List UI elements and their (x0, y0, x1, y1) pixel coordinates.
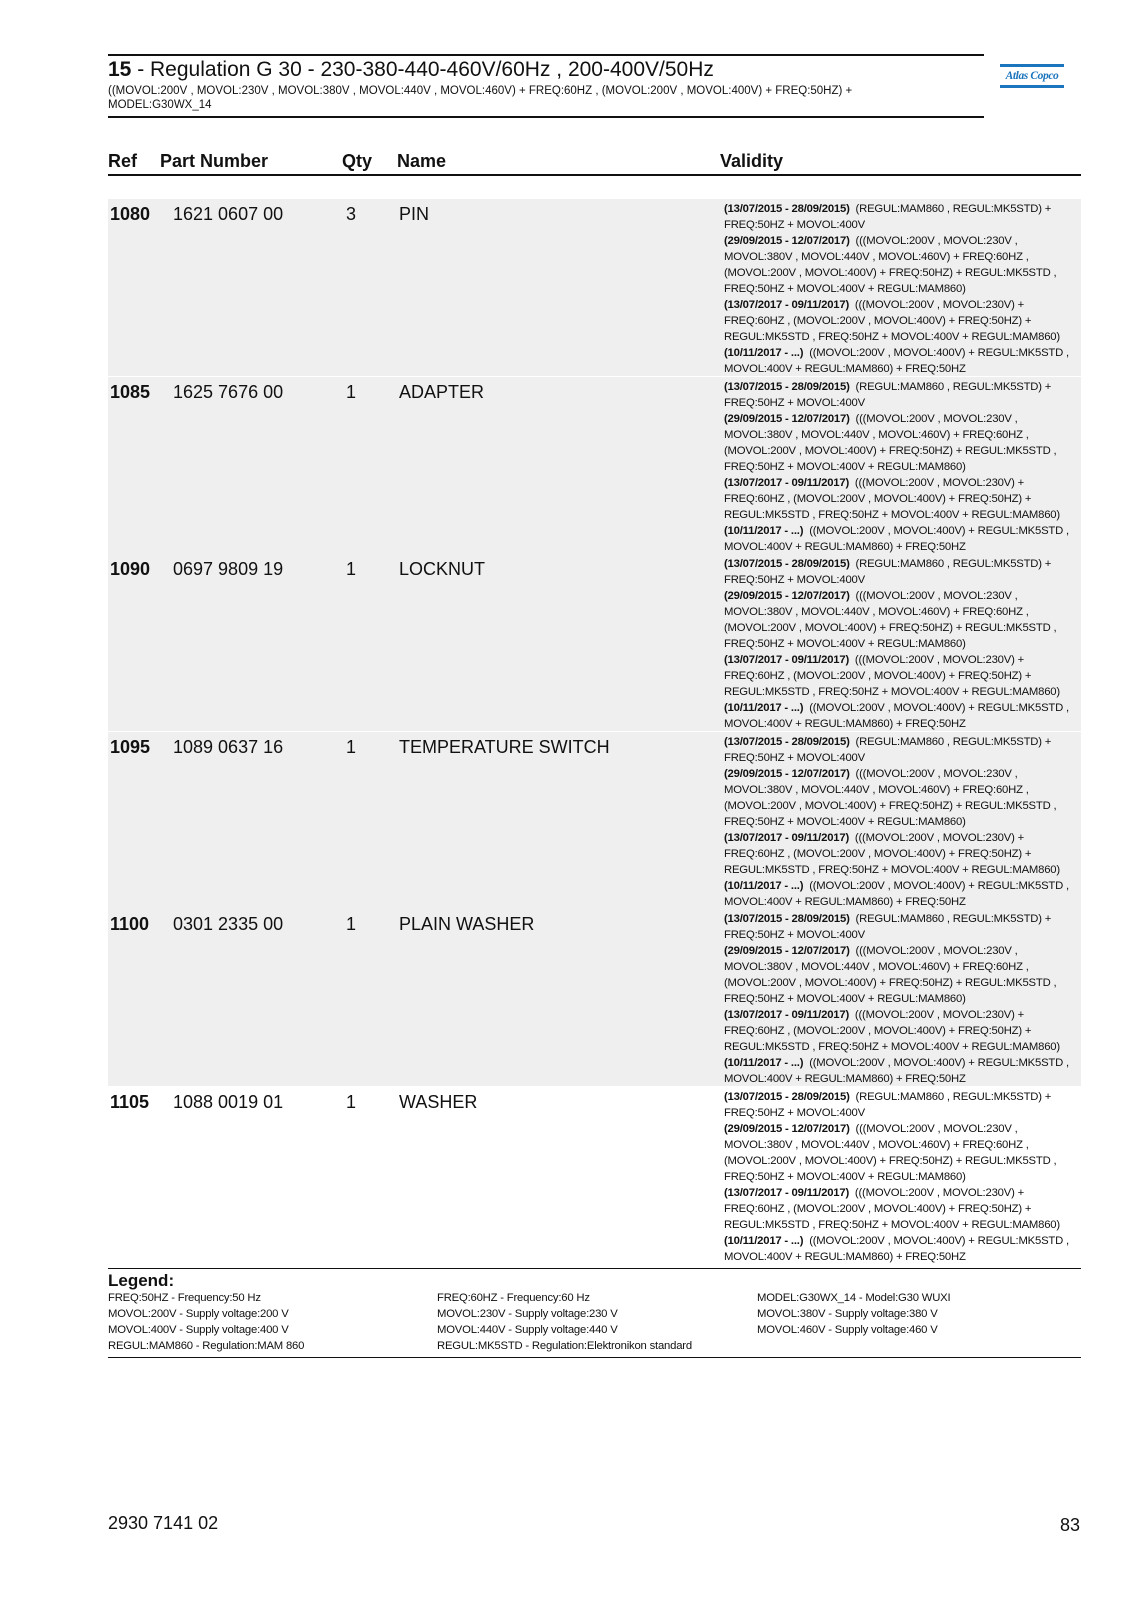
ref-cell: 1100 (110, 914, 150, 934)
validity-date: (10/11/2017 - ...) (724, 702, 804, 714)
validity-condition: (REGUL:MAM860 , REGUL:MK5STD) + FREQ:50HZ + MOVOL:400V (724, 913, 1052, 941)
table-row (108, 909, 1081, 1086)
validity-condition: (REGUL:MAM860 , REGUL:MK5STD) + FREQ:50HZ + MOVOL:400V (724, 558, 1052, 586)
validity-date: (13/07/2015 - 28/09/2015) (724, 203, 850, 215)
column-header-ref: Ref (108, 151, 138, 171)
name-cell: ADAPTER (399, 381, 485, 402)
name-cell: PLAIN WASHER (399, 914, 535, 934)
validity-date: (29/09/2015 - 12/07/2017) (724, 235, 850, 247)
legend-item: REGUL:MAM860 - Regulation:MAM 860 (108, 1340, 305, 1352)
legend-divider-bottom (108, 1357, 1081, 1358)
validity-date: (13/07/2017 - 09/11/2017) (724, 299, 850, 311)
validity-condition: (REGUL:MAM860 , REGUL:MK5STD) + FREQ:50HZ + MOVOL:400V (724, 203, 1052, 231)
name-cell: LOCKNUT (399, 559, 486, 579)
validity-condition: (((MOVOL:200V , MOVOL:230V) + FREQ:60HZ , (MOVOL:200V , MOVOL:400V) + FREQ:50HZ) + REGUL:MK5STD , FREQ:50HZ + MOVOL:400V + REGUL:MAM860) (724, 476, 1060, 521)
validity-date: (13/07/2015 - 28/09/2015) (724, 735, 850, 748)
validity-date: (29/09/2015 - 12/07/2017) (724, 590, 850, 602)
qty-cell: 3 (346, 204, 357, 224)
name-cell: TEMPERATURE SWITCH (399, 736, 610, 757)
name-cell: WASHER (399, 1091, 478, 1112)
validity-date: (10/11/2017 - ...) (724, 879, 804, 892)
legend-item: REGUL:MK5STD - Regulation:Elektronikon standard (437, 1340, 692, 1352)
qty-cell: 1 (346, 736, 357, 757)
legend-title: Legend: (108, 1271, 175, 1290)
legend-item: MOVOL:380V - Supply voltage:380 V (757, 1308, 938, 1320)
part-number-cell: 0697 9809 19 (173, 559, 284, 579)
table-row (108, 1087, 1081, 1264)
part-number-cell: 1088 0019 01 (173, 1091, 284, 1112)
qty-cell: 1 (346, 1091, 357, 1112)
validity-date: (29/09/2015 - 12/07/2017) (724, 767, 850, 780)
section-number: 15 (108, 58, 132, 81)
validity-condition: ((MOVOL:200V , MOVOL:400V) + REGUL:MK5STD , MOVOL:400V + REGUL:MAM860) + FREQ:50HZ (724, 1234, 1069, 1263)
table-row (108, 377, 1081, 554)
atlas-copco-logo (1000, 64, 1064, 94)
validity-condition: (((MOVOL:200V , MOVOL:230V) + FREQ:60HZ , (MOVOL:200V , MOVOL:400V) + FREQ:50HZ) + REGUL:MK5STD , FREQ:50HZ + MOVOL:400V + REGUL:MAM860) (724, 654, 1060, 698)
validity-cell (724, 379, 1079, 555)
header-divider (108, 116, 984, 118)
page-title (108, 58, 984, 82)
legend-item: MOVOL:230V - Supply voltage:230 V (437, 1308, 618, 1320)
validity-date: (13/07/2017 - 09/11/2017) (724, 654, 850, 666)
part-number-cell: 1089 0637 16 (173, 736, 284, 757)
validity-date: (13/07/2015 - 28/09/2015) (724, 380, 850, 393)
validity-cell (724, 556, 1079, 732)
validity-date: (10/11/2017 - ...) (724, 1057, 804, 1069)
validity-condition: (((MOVOL:200V , MOVOL:230V , MOVOL:380V , MOVOL:440V , MOVOL:460V) + FREQ:60HZ , (MOVOL:200V , MOVOL:400V) + FREQ:50HZ) + REGUL:MK5STD , FREQ:50HZ + MOVOL:400V + REGUL:MAM860) (724, 590, 1057, 650)
validity-cell (724, 734, 1079, 910)
section-title: - Regulation G 30 - 230-380-440-460V/60Hz , 200-400V/50Hz (131, 58, 714, 81)
column-header-part-number: Part Number (160, 151, 269, 171)
validity-condition: ((MOVOL:200V , MOVOL:400V) + REGUL:MK5STD , MOVOL:400V + REGUL:MAM860) + FREQ:50HZ (724, 1057, 1069, 1085)
validity-date: (13/07/2015 - 28/09/2015) (724, 1090, 850, 1103)
name-cell: PIN (399, 204, 430, 224)
column-header-name: Name (397, 151, 447, 171)
legend-divider-top (108, 1268, 1081, 1269)
table-row (108, 554, 1081, 731)
legend-item: MOVOL:460V - Supply voltage:460 V (757, 1324, 938, 1336)
qty-cell: 1 (346, 914, 357, 934)
validity-condition: ((MOVOL:200V , MOVOL:400V) + REGUL:MK5STD , MOVOL:400V + REGUL:MAM860) + FREQ:50HZ (724, 879, 1069, 908)
validity-date: (10/11/2017 - ...) (724, 347, 804, 359)
validity-date: (13/07/2015 - 28/09/2015) (724, 558, 850, 570)
validity-condition: (REGUL:MAM860 , REGUL:MK5STD) + FREQ:50HZ + MOVOL:400V (724, 380, 1052, 409)
validity-cell (724, 1089, 1079, 1265)
validity-condition: (((MOVOL:200V , MOVOL:230V , MOVOL:380V , MOVOL:440V , MOVOL:460V) + FREQ:60HZ , (MOVOL:200V , MOVOL:400V) + FREQ:50HZ) + REGUL:MK5STD , FREQ:50HZ + MOVOL:400V + REGUL:MAM860) (724, 945, 1057, 1005)
ref-cell: 1085 (110, 381, 151, 402)
validity-cell (724, 911, 1079, 1087)
validity-condition: (((MOVOL:200V , MOVOL:230V , MOVOL:380V , MOVOL:440V , MOVOL:460V) + FREQ:60HZ , (MOVOL:200V , MOVOL:400V) + FREQ:50HZ) + REGUL:MK5STD , FREQ:50HZ + MOVOL:400V + REGUL:MAM860) (724, 1122, 1057, 1183)
validity-condition: (((MOVOL:200V , MOVOL:230V) + FREQ:60HZ , (MOVOL:200V , MOVOL:400V) + FREQ:50HZ) + REGUL:MK5STD , FREQ:50HZ + MOVOL:400V + REGUL:MAM860) (724, 1186, 1060, 1231)
logo-bar-bottom (1000, 85, 1064, 88)
ref-cell: 1080 (110, 204, 151, 224)
validity-date: (10/11/2017 - ...) (724, 1234, 804, 1247)
page-number: 83 (1060, 1515, 1081, 1535)
legend-item: MOVOL:200V - Supply voltage:200 V (108, 1308, 289, 1320)
validity-condition: (((MOVOL:200V , MOVOL:230V , MOVOL:380V , MOVOL:440V , MOVOL:460V) + FREQ:60HZ , (MOVOL:200V , MOVOL:400V) + FREQ:50HZ) + REGUL:MK5STD , FREQ:50HZ + MOVOL:400V + REGUL:MAM860) (724, 235, 1057, 295)
validity-condition: (((MOVOL:200V , MOVOL:230V , MOVOL:380V , MOVOL:440V , MOVOL:460V) + FREQ:60HZ , (MOVOL:200V , MOVOL:400V) + FREQ:50HZ) + REGUL:MK5STD , FREQ:50HZ + MOVOL:400V + REGUL:MAM860) (724, 412, 1057, 473)
qty-cell: 1 (346, 559, 357, 579)
validity-date: (13/07/2017 - 09/11/2017) (724, 831, 850, 844)
table-row (108, 199, 1081, 376)
legend-item: MOVOL:440V - Supply voltage:440 V (437, 1324, 618, 1336)
column-header-qty: Qty (342, 151, 373, 171)
legend-item: FREQ:60HZ - Frequency:60 Hz (437, 1292, 590, 1304)
validity-condition: (REGUL:MAM860 , REGUL:MK5STD) + FREQ:50HZ + MOVOL:400V (724, 1090, 1052, 1119)
validity-condition: (((MOVOL:200V , MOVOL:230V) + FREQ:60HZ , (MOVOL:200V , MOVOL:400V) + FREQ:50HZ) + REGUL:MK5STD , FREQ:50HZ + MOVOL:400V + REGUL:MAM860) (724, 299, 1060, 343)
page-subtitle: ((MOVOL:200V , MOVOL:230V , MOVOL:380V , MOVOL:440V , MOVOL:460V) + FREQ:60HZ , (MOVOL:200V , MOVOL:400V) + FREQ:50HZ) + MODEL:G30WX_14 (108, 85, 853, 111)
validity-date: (13/07/2017 - 09/11/2017) (724, 476, 850, 489)
validity-condition: (REGUL:MAM860 , REGUL:MK5STD) + FREQ:50HZ + MOVOL:400V (724, 735, 1052, 764)
validity-date: (13/07/2017 - 09/11/2017) (724, 1009, 850, 1021)
validity-date: (13/07/2017 - 09/11/2017) (724, 1186, 850, 1199)
validity-date: (29/09/2015 - 12/07/2017) (724, 412, 850, 425)
page-header (108, 54, 984, 112)
validity-condition: ((MOVOL:200V , MOVOL:400V) + REGUL:MK5STD , MOVOL:400V + REGUL:MAM860) + FREQ:50HZ (724, 347, 1069, 375)
ref-cell: 1105 (110, 1091, 150, 1112)
validity-condition: (((MOVOL:200V , MOVOL:230V) + FREQ:60HZ , (MOVOL:200V , MOVOL:400V) + FREQ:50HZ) + REGUL:MK5STD , FREQ:50HZ + MOVOL:400V + REGUL:MAM860) (724, 1009, 1060, 1053)
legend-item: MOVOL:400V - Supply voltage:400 V (108, 1324, 289, 1336)
validity-condition: (((MOVOL:200V , MOVOL:230V , MOVOL:380V , MOVOL:440V , MOVOL:460V) + FREQ:60HZ , (MOVOL:200V , MOVOL:400V) + FREQ:50HZ) + REGUL:MK5STD , FREQ:50HZ + MOVOL:400V + REGUL:MAM860) (724, 767, 1057, 828)
column-header-validity: Validity (720, 151, 784, 171)
ref-cell: 1095 (110, 736, 151, 757)
part-number-cell: 1625 7676 00 (173, 381, 284, 402)
validity-condition: (((MOVOL:200V , MOVOL:230V) + FREQ:60HZ , (MOVOL:200V , MOVOL:400V) + FREQ:50HZ) + REGUL:MK5STD , FREQ:50HZ + MOVOL:400V + REGUL:MAM860) (724, 831, 1060, 876)
logo-text: Atlas Copco (1005, 70, 1059, 82)
validity-condition: ((MOVOL:200V , MOVOL:400V) + REGUL:MK5STD , MOVOL:400V + REGUL:MAM860) + FREQ:50HZ (724, 524, 1069, 553)
legend-item: MODEL:G30WX_14 - Model:G30 WUXI (757, 1292, 951, 1304)
validity-date: (13/07/2015 - 28/09/2015) (724, 913, 850, 925)
part-number-cell: 1621 0607 00 (173, 204, 284, 224)
validity-cell (724, 201, 1079, 377)
validity-condition: ((MOVOL:200V , MOVOL:400V) + REGUL:MK5STD , MOVOL:400V + REGUL:MAM860) + FREQ:50HZ (724, 702, 1069, 730)
column-header-divider (108, 174, 1081, 176)
validity-date: (29/09/2015 - 12/07/2017) (724, 1122, 850, 1135)
table-row (108, 732, 1081, 909)
part-number-cell: 0301 2335 00 (173, 914, 284, 934)
validity-date: (29/09/2015 - 12/07/2017) (724, 945, 850, 957)
ref-cell: 1090 (110, 559, 151, 579)
validity-date: (10/11/2017 - ...) (724, 524, 804, 537)
qty-cell: 1 (346, 381, 357, 402)
legend-item: FREQ:50HZ - Frequency:50 Hz (108, 1292, 261, 1304)
document-number: 2930 7141 02 (108, 1513, 219, 1533)
